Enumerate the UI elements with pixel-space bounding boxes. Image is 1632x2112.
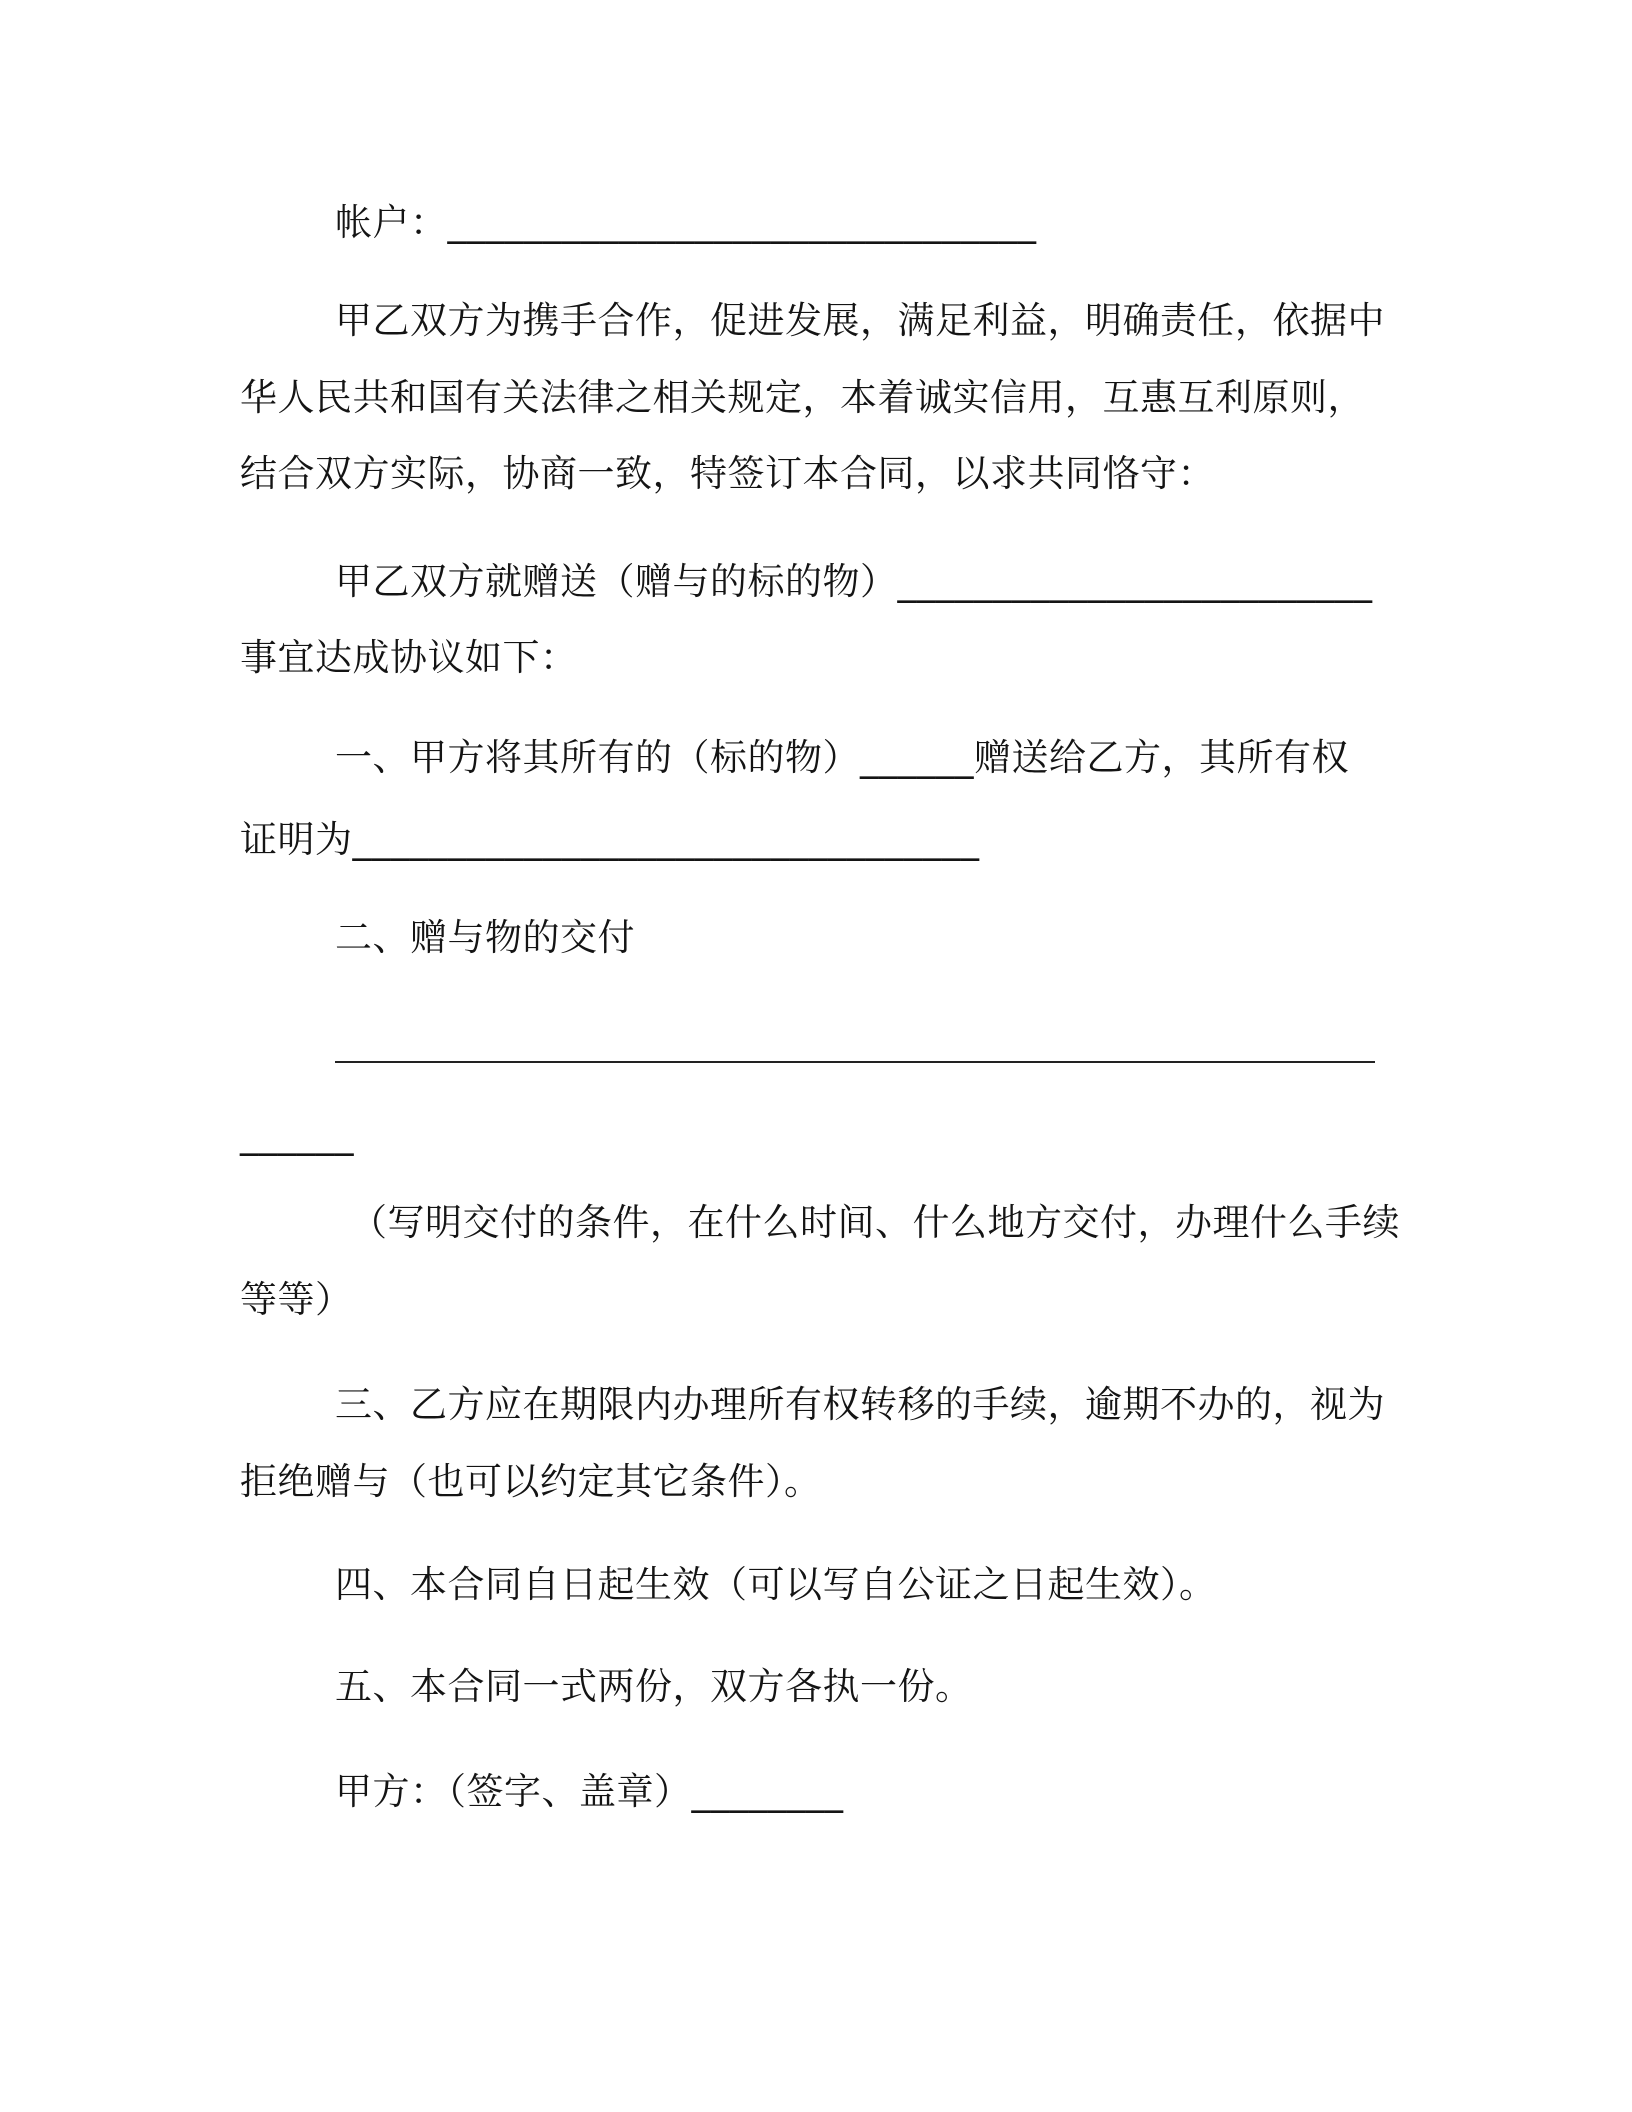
clause-1-line-2: 证明为_________________________________ xyxy=(240,818,980,861)
delivery-blank-continuation: ______ xyxy=(240,1113,354,1156)
delivery-note-line-2: 等等） xyxy=(240,1278,353,1321)
clause-5: 五、本合同一式两份，双方各执一份。 xyxy=(335,1665,973,1708)
gift-subject-line-1: 甲乙双方就赠送（赠与的标的物）_________________________ xyxy=(335,560,1373,603)
clause-4: 四、本合同自日起生效（可以写自公证之日起生效）。 xyxy=(335,1563,1217,1606)
preamble-line-1: 甲乙双方为携手合作，促进发展，满足利益，明确责任，依据中 xyxy=(335,299,1385,342)
clause-3-line-2: 拒绝赠与（也可以约定其它条件）。 xyxy=(240,1460,822,1503)
delivery-note-line-1: （写明交付的条件，在什么时间、什么地方交付，办理什么手续 xyxy=(350,1201,1400,1244)
party-a-signature-line: 甲方：（签字、盖章）________ xyxy=(335,1770,844,1813)
preamble-line-2: 华人民共和国有关法律之相关规定，本着诚实信用，互惠互利原则， xyxy=(240,376,1365,419)
delivery-blank-line xyxy=(335,1061,1375,1063)
account-line: 帐户：_______________________________ xyxy=(335,201,1037,244)
clause-2-heading: 二、赠与物的交付 xyxy=(335,916,635,959)
gift-subject-line-2: 事宜达成协议如下： xyxy=(240,636,578,679)
clause-3-line-1: 三、乙方应在期限内办理所有权转移的手续，逾期不办的，视为 xyxy=(335,1383,1385,1426)
clause-1-line-1: 一、甲方将其所有的（标的物）______赠送给乙方，其所有权 xyxy=(335,736,1349,779)
preamble-line-3: 结合双方实际，协商一致，特签订本合同，以求共同恪守： xyxy=(240,452,1215,495)
